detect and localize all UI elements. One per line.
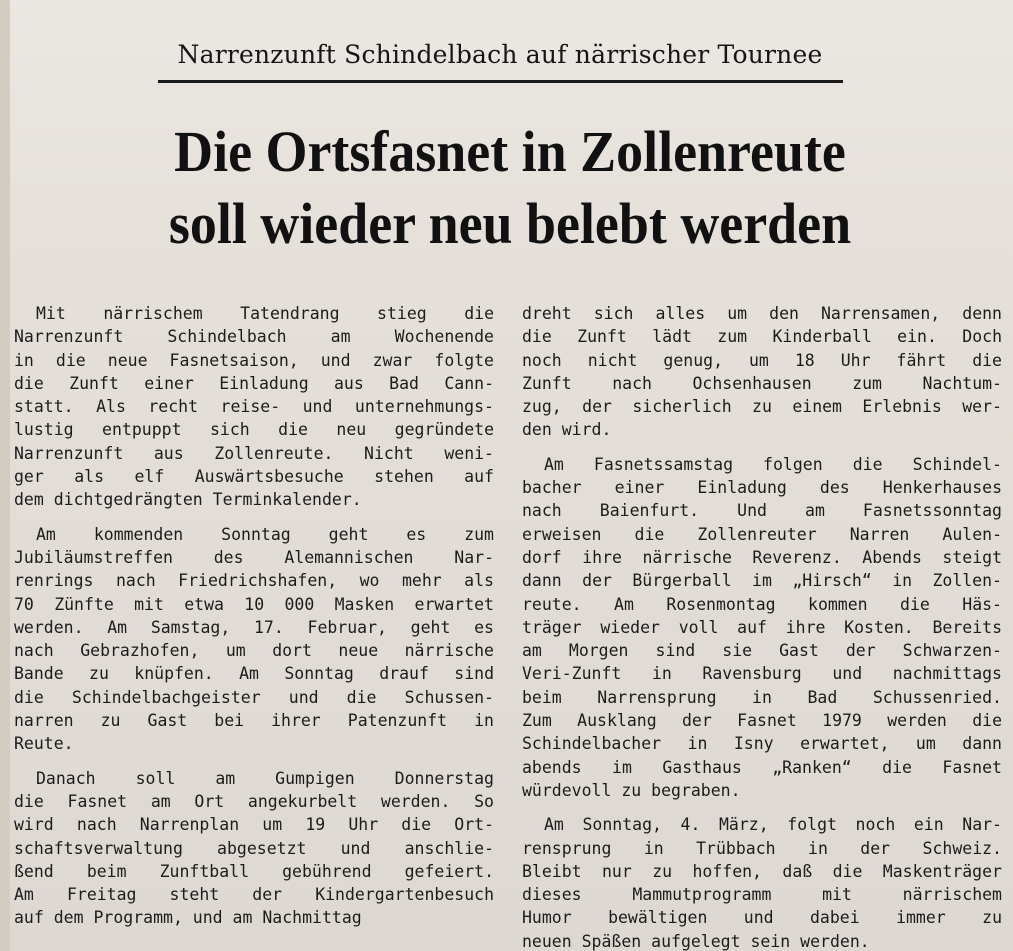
text-line: auf dem Programm, und am Nachmittag (14, 908, 362, 928)
text-line: Schindelbacher in Isny erwartet, um dann (522, 734, 1002, 754)
paragraph-gap (14, 512, 494, 523)
left-column (14, 302, 494, 930)
text-line: die Zunft einer Einladung aus Bad Cann- (14, 373, 494, 393)
text-line: Danach soll am Gumpigen Donnerstag (36, 768, 494, 788)
text-line: nach Baienfurt. Und am Fasnetssonntag (522, 501, 1002, 521)
text-line: Veri-Zunft in Ravensburg und nachmittags (522, 664, 1002, 684)
text-line: Am Fasnetssamstag folgen die Schindel- (544, 454, 1002, 474)
headline (119, 116, 900, 260)
text-line: dem dichtgedrängten Terminkalender. (14, 490, 362, 510)
paper-edge (0, 0, 10, 951)
text-line: zug, der sicherlich zu einem Erlebnis wer- (522, 397, 1002, 417)
text-line: den wird. (522, 420, 612, 440)
text-line: schaftsverwaltung abgesetzt und anschlie- (14, 838, 494, 858)
text-line: narren zu Gast bei ihrer Patenzunft in (14, 711, 494, 731)
text-line: die Schindelbachgeister und die Schussen- (14, 687, 494, 707)
text-line: am Morgen sind sie Gast der Schwarzen- (522, 641, 1002, 661)
text-line: Humor bewältigen und dabei immer zu (522, 908, 1002, 928)
text-line: Bleibt nur zu hoffen, daß die Maskenträger (522, 861, 1002, 881)
text-line: ßend beim Zunftball gebührend gefeiert. (14, 861, 494, 881)
text-line: Narrenzunft Schindelbach am Wochenende (14, 327, 494, 347)
text-line: 70 Zünfte mit etwa 10 000 Masken erwartet (14, 594, 494, 614)
right-column (522, 302, 1002, 951)
text-line: reute. Am Rosenmontag kommen die Häs- (522, 594, 1002, 614)
text-line: lustig entpuppt sich die neu gegründete (14, 420, 494, 440)
text-line: Jubiläumstreffen des Alemannischen Nar- (14, 547, 494, 567)
text-line: Am Sonntag, 4. März, folgt noch ein Nar- (544, 815, 1002, 835)
text-line: Am Freitag steht der Kindergartenbesuch (14, 885, 494, 905)
text-line: abends im Gasthaus „Ranken“ die Fasnet (522, 757, 1002, 777)
text-line: Am kommenden Sonntag geht es zum (36, 524, 494, 544)
paragraph-gap (522, 442, 1002, 453)
text-line: in die neue Fasnetsaison, und zwar folgte (14, 350, 494, 370)
text-line: Bande zu knüpfen. Am Sonntag drauf sind (14, 664, 494, 684)
text-line: neuen Späßen aufgelegt sein werden. (522, 931, 870, 951)
text-line: die Zunft lädt zum Kinderball ein. Doch (522, 327, 1002, 347)
headline-line-1: Die Ortsfasnet in Zollenreute (174, 119, 846, 184)
text-line: ger als elf Auswärtsbesuche stehen auf (14, 467, 494, 487)
text-line: wird nach Narrenplan um 19 Uhr die Ort- (14, 815, 494, 835)
text-line: statt. Als recht reise- und unternehmungs- (14, 397, 494, 417)
paragraph-gap (522, 802, 1002, 813)
text-line: würdevoll zu begraben. (522, 780, 741, 800)
text-line: erweisen die Zollenreuter Narren Aulen- (522, 524, 1002, 544)
text-line: werden. Am Samstag, 17. Februar, geht es (14, 617, 494, 637)
text-line: Zunft nach Ochsenhausen zum Nachtum- (522, 373, 1002, 393)
text-line: Mit närrischem Tatendrang stieg die (36, 304, 494, 323)
text-line: bacher einer Einladung des Henkerhauses (522, 478, 1002, 498)
headline-line-2: soll wieder neu belebt werden (168, 191, 852, 256)
kicker-line: Narrenzunft Schindelbach auf närrischer Tournee (177, 40, 823, 69)
text-line: noch nicht genug, um 18 Uhr fährt die (522, 350, 1002, 370)
text-line: Narrenzunft aus Zollenreute. Nicht weni- (14, 443, 494, 463)
text-line: dann der Bürgerball im „Hirsch“ in Zollen- (522, 571, 1002, 591)
text-line: beim Narrensprung in Bad Schussenried. (522, 687, 1002, 707)
text-line: Reute. (14, 734, 74, 754)
text-line: dieses Mammutprogramm mit närrischem (522, 885, 1002, 905)
kicker-underline (158, 80, 843, 83)
text-line: träger wieder voll auf ihre Kosten. Bereits (522, 617, 1002, 637)
text-line: dorf ihre närrische Reverenz. Abends steigt (522, 547, 1002, 567)
text-line: nach Gebrazhofen, um dort neue närrische (14, 641, 494, 661)
paragraph-gap (14, 756, 494, 767)
text-line: renrings nach Friedrichshafen, wo mehr als (14, 571, 494, 591)
text-line: Zum Ausklang der Fasnet 1979 werden die (522, 711, 1002, 731)
text-line: die Fasnet am Ort angekurbelt werden. So (14, 791, 494, 811)
text-line: dreht sich alles um den Narrensamen, denn (522, 304, 1002, 323)
text-line: rensprung in Trübbach in der Schweiz. (522, 838, 1002, 858)
